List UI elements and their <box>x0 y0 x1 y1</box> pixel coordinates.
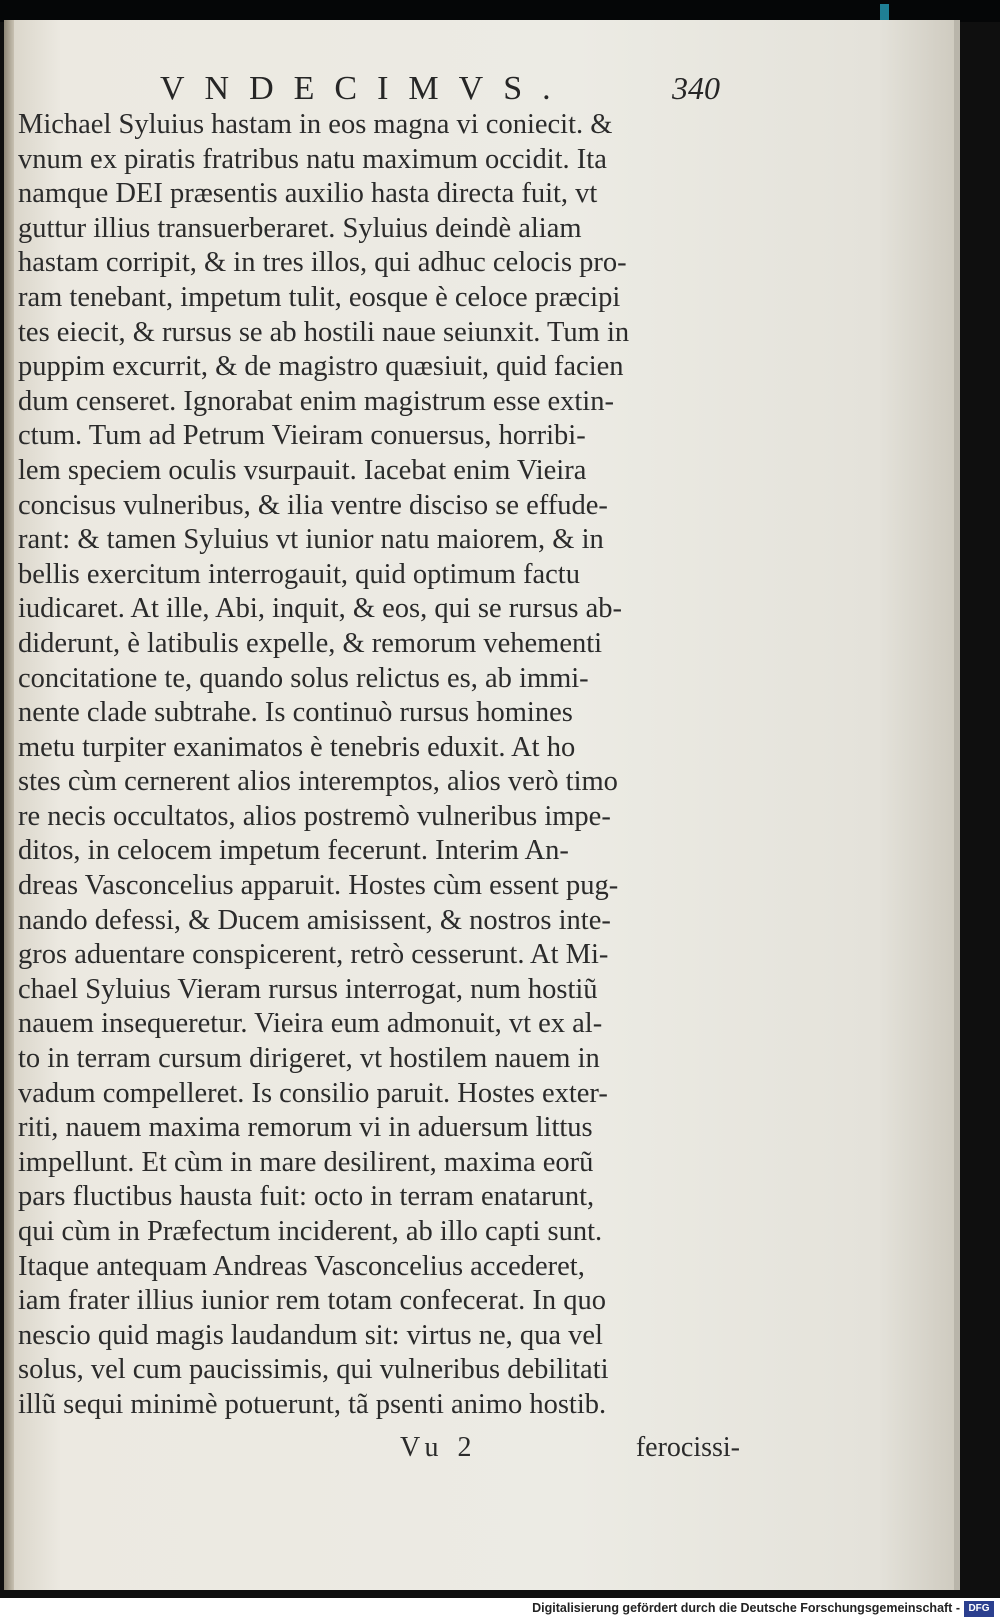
text-line: impellunt. Et cùm in mare desilirent, maxima eorũ <box>18 1146 594 1178</box>
text-line: puppim excurrit, & de magistro quæsiuit, quid facien <box>18 351 624 383</box>
text-line: iam frater illius iunior rem totam confecerat. In quo <box>18 1285 606 1317</box>
text-line: riti, nauem maxima remorum vi in aduersum littus <box>18 1112 593 1144</box>
text-line: gros aduentare conspicerent, retrò cesserunt. At Mi- <box>18 939 609 971</box>
text-line: ditos, in celocem impetum fecerunt. Interim An- <box>18 835 569 867</box>
text-line: stes cùm cernerent alios interemptos, alios verò timo <box>18 766 618 798</box>
text-line: re necis occultatos, alios postremò vulneribus impe- <box>18 800 611 832</box>
page-number: 340 <box>672 70 720 106</box>
text-line: hastam corripit, & in tres illos, qui adhuc celocis pro- <box>18 247 627 279</box>
text-line: nando defessi, & Ducem amisissent, & nostros inte- <box>18 904 611 936</box>
text-line: pars fluctibus hausta fuit: octo in terram enatarunt, <box>18 1181 595 1213</box>
catchword: ferocissi- <box>635 1432 740 1463</box>
text-line: nauem insequeretur. Vieira eum admonuit, vt ex al- <box>18 1008 603 1040</box>
text-line: lem speciem oculis vsurpauit. Iacebat enim Vieira <box>18 454 587 486</box>
text-line: diderunt, è latibulis expelle, & remorum vehementi <box>18 627 603 659</box>
running-title: VNDECIMVS. <box>160 70 571 107</box>
text-line: vnum ex piratis fratribus natu maximum occidit. Ita <box>18 143 607 175</box>
text-line: ctum. Tum ad Petrum Vieiram conuersus, horribi- <box>18 420 586 452</box>
text-line: rant: & tamen Syluius vt iunior natu maiorem, & in <box>18 524 604 556</box>
text-line: to in terram cursum dirigeret, vt hostilem nauem in <box>18 1043 600 1075</box>
text-line: tes eiecit, & rursus se ab hostili naue seiunxit. Tum in <box>18 316 630 348</box>
signature-mark: Vu 2 <box>400 1432 478 1463</box>
color-reference-mark <box>880 4 889 20</box>
digitization-footer <box>0 1598 1000 1621</box>
text-line: ram tenebant, impetum tulit, eosque è celoce præcipi <box>18 281 621 313</box>
text-line: nente clade subtrahe. Is continuò rursus homines <box>18 697 573 729</box>
text-line: iudicaret. At ille, Abi, inquit, & eos, qui se rursus ab- <box>18 593 622 625</box>
text-line: guttur illius transuerberaret. Syluius deindè aliam <box>18 212 582 244</box>
text-line: qui cùm in Præfectum inciderent, ab illo capti sunt. <box>18 1216 603 1247</box>
text-line: Itaque antequam Andreas Vasconcelius accederet, <box>18 1250 585 1282</box>
catchline <box>400 1432 740 1468</box>
text-line: solus, vel cum paucissimis, qui vulneribus debilitati <box>18 1354 609 1386</box>
text-line: Michael Syluius hastam in eos magna vi coniecit. & <box>18 109 613 140</box>
funding-credit: Digitalisierung gefördert durch die Deutsche Forschungsgemeinschaft - <box>532 1601 960 1615</box>
text-line: bellis exercitum interrogauit, quid optimum factu <box>18 558 580 590</box>
dfg-logo: DFG <box>964 1601 994 1617</box>
text-line: chael Syluius Vieram rursus interrogat, num hostiũ <box>18 973 598 1005</box>
text-line: metu turpiter exanimatos è tenebris eduxit. At ho <box>18 731 576 763</box>
text-line: nescio quid magis laudandum sit: virtus ne, qua vel <box>18 1319 603 1351</box>
page-gutter-edge <box>4 20 14 1590</box>
text-line: dreas Vasconcelius apparuit. Hostes cùm essent pug- <box>18 870 619 902</box>
text-line: concisus vulneribus, & ilia ventre disciso se effude- <box>18 489 608 521</box>
text-line: illũ sequi minimè potuerunt, tã psenti animo hostib. <box>18 1388 607 1420</box>
text-line: dum censeret. Ignorabat enim magistrum esse extin- <box>18 385 614 417</box>
scan-top-border <box>0 0 1000 22</box>
text-line: vadum compelleret. Is consilio paruit. Hostes exter- <box>18 1077 608 1109</box>
text-line: concitatione te, quando solus relictus es, ab immi- <box>18 662 589 694</box>
text-line: namque DEI præsentis auxilio hasta directa fuit, vt <box>18 178 598 210</box>
body-text <box>18 108 728 1423</box>
